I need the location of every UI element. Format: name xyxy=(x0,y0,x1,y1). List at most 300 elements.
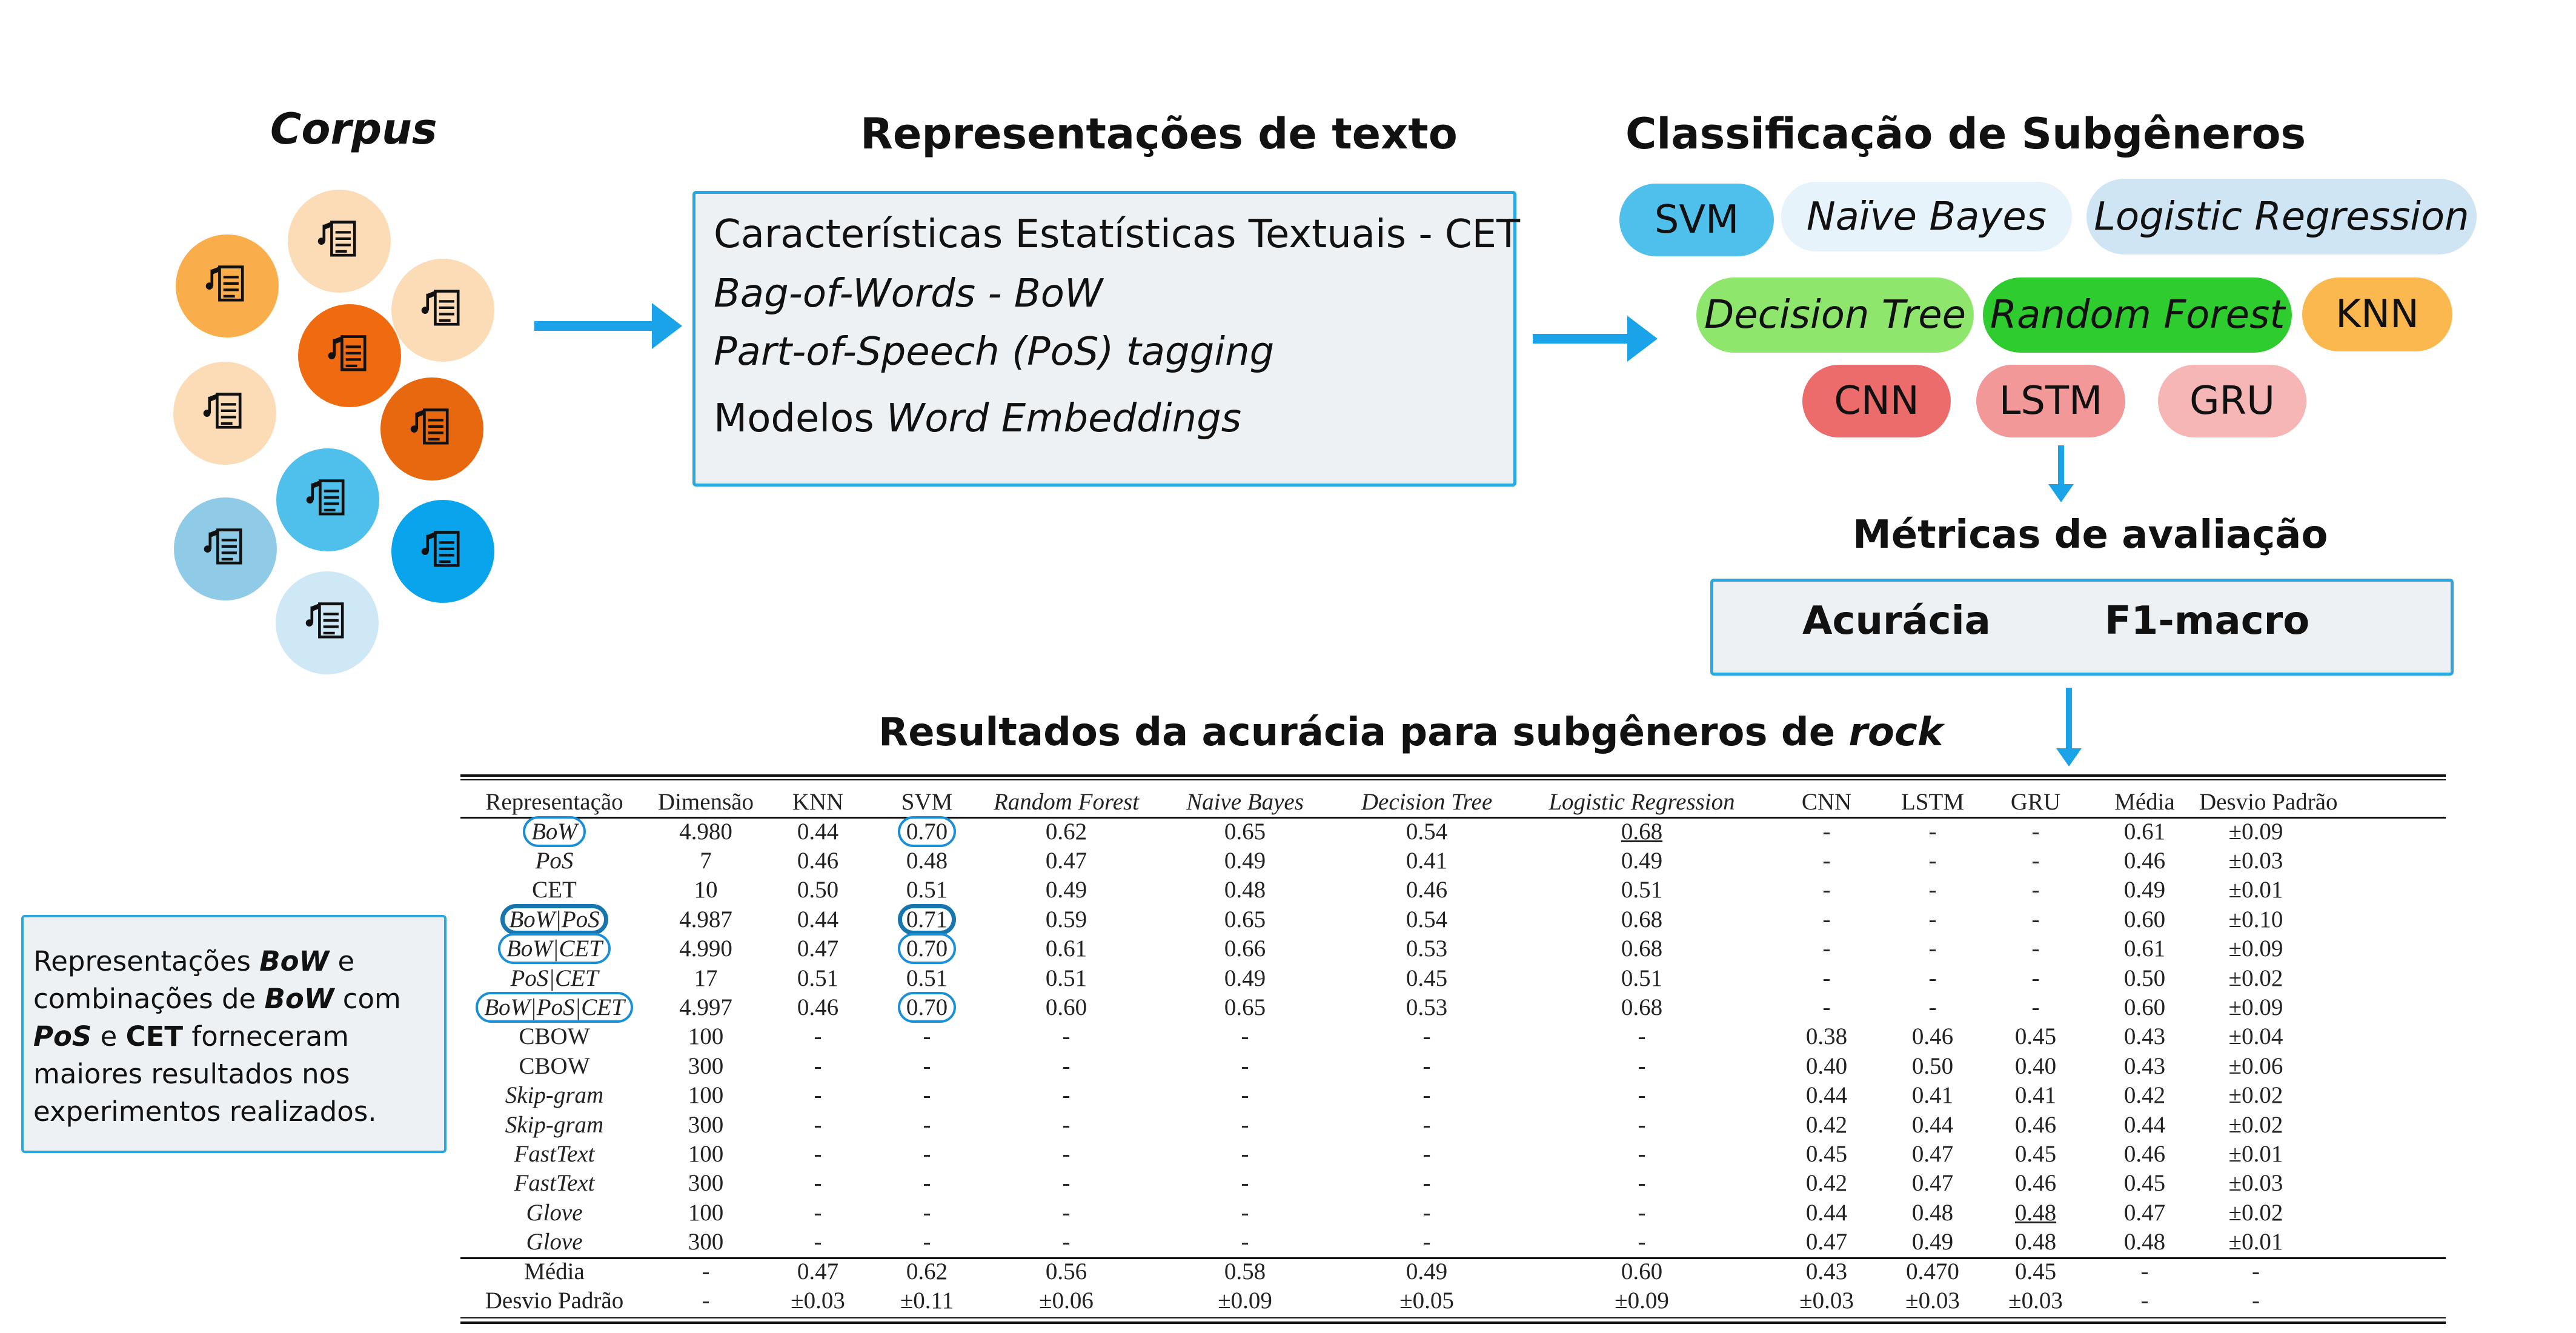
table-row xyxy=(460,1081,2312,1110)
column-header: Decision Tree xyxy=(1361,788,1493,815)
representation-bow: Bag-of-Words - BoW xyxy=(714,271,1103,316)
classifier-pill-svm: SVM xyxy=(1619,184,1774,256)
table-cell: - xyxy=(2031,848,2040,874)
table-cell: 0.61 xyxy=(2123,936,2166,962)
note-bow: BoW xyxy=(264,983,334,1015)
table-row xyxy=(460,1286,2312,1315)
table-cell: 0.45 xyxy=(2014,1258,2057,1285)
table-cell: 100 xyxy=(688,1082,724,1109)
representations-box xyxy=(692,191,1521,487)
table-cell: 0.41 xyxy=(1911,1082,1954,1109)
table-cell: - xyxy=(814,1082,822,1109)
table-cell: 0.61 xyxy=(2123,818,2166,845)
table-cell: 0.48 xyxy=(906,848,948,874)
table-cell: 0.71 xyxy=(906,906,948,932)
table-row xyxy=(460,1169,2312,1198)
classifier-pill-gru: GRU xyxy=(2158,365,2306,437)
table-cell: 0.54 xyxy=(1406,906,1448,932)
table-cell: - xyxy=(1241,1111,1249,1138)
table-cell: 4.980 xyxy=(679,818,732,845)
note-bow: BoW xyxy=(259,945,330,977)
table-cell: - xyxy=(1062,1170,1071,1197)
table-cell: 0.46 xyxy=(1406,877,1448,903)
table-cell: 0.61 xyxy=(1045,936,1087,962)
table-cell: ±0.03 xyxy=(1905,1287,1960,1314)
table-cell: 0.49 xyxy=(1224,848,1266,874)
table-cell: 0.51 xyxy=(797,965,839,991)
table-cell: - xyxy=(1062,1199,1071,1226)
table-cell: 0.50 xyxy=(2123,965,2166,991)
table-cell: - xyxy=(814,1023,822,1050)
note-pos: PoS xyxy=(33,1020,92,1052)
row-label: BoW|CET xyxy=(506,936,603,962)
arrow-classification-to-metrics xyxy=(2058,445,2064,487)
table-cell: ±0.09 xyxy=(2228,936,2283,962)
arrow-corpus-to-representations xyxy=(534,321,656,331)
note-text: forneceram maiores resultados nos experimentos realizados. xyxy=(33,1020,377,1128)
table-cell: - xyxy=(2031,994,2040,1021)
music-document-icon xyxy=(324,329,375,382)
table-cell: ±0.01 xyxy=(2228,1229,2283,1255)
row-label: CET xyxy=(532,877,577,903)
table-cell: 4.997 xyxy=(679,994,732,1021)
table-cell: - xyxy=(1638,1199,1646,1226)
table-cell: 0.47 xyxy=(1805,1229,1848,1255)
word-embeddings-prefix: Modelos xyxy=(714,396,886,441)
table-cell: 0.48 xyxy=(1911,1199,1954,1226)
word-embeddings-italic: Word Embeddings xyxy=(886,396,1242,441)
corpus-document-circle xyxy=(173,362,276,465)
table-cell: - xyxy=(1822,965,1831,991)
row-label: Média xyxy=(524,1258,585,1285)
table-cell: - xyxy=(1928,877,1937,903)
table-cell: - xyxy=(1822,848,1831,874)
corpus-document-circle xyxy=(391,259,494,362)
table-cell: ±0.03 xyxy=(2228,848,2283,874)
classifier-pill-decision-tree: Decision Tree xyxy=(1696,278,1974,353)
corpus-document-circle xyxy=(391,500,494,603)
table-row xyxy=(460,1022,2312,1051)
table-cell: 0.41 xyxy=(2014,1082,2057,1109)
row-label: FastText xyxy=(514,1170,595,1197)
table-cell: 0.48 xyxy=(2014,1199,2057,1226)
table-cell: 0.45 xyxy=(1805,1140,1848,1167)
classifier-pill-random-forest: Random Forest xyxy=(1983,278,2292,353)
table-cell: 300 xyxy=(688,1229,724,1255)
column-header: Dimensão xyxy=(657,788,754,815)
table-cell: 0.65 xyxy=(1224,818,1266,845)
representation-word-embeddings xyxy=(714,396,1241,441)
table-cell: 0.53 xyxy=(1406,994,1448,1021)
table-cell: 17 xyxy=(694,965,718,991)
music-document-icon xyxy=(302,596,353,650)
table-cell: - xyxy=(1822,877,1831,903)
table-cell: ±0.09 xyxy=(2228,994,2283,1021)
table-cell: 0.51 xyxy=(1621,965,1663,991)
table-cell: 0.44 xyxy=(1805,1199,1848,1226)
table-cell: 0.38 xyxy=(1805,1023,1848,1050)
table-top-rule xyxy=(460,774,2446,777)
table-cell: 0.44 xyxy=(797,818,839,845)
note-text: e xyxy=(91,1020,126,1052)
table-cell: - xyxy=(1241,1199,1249,1226)
table-cell: 0.70 xyxy=(906,994,948,1021)
table-cell: - xyxy=(814,1111,822,1138)
table-cell: - xyxy=(814,1052,822,1079)
table-cell: 0.47 xyxy=(1045,848,1087,874)
table-cell: 0.56 xyxy=(1045,1258,1087,1285)
table-cell: - xyxy=(1422,1082,1431,1109)
column-header: KNN xyxy=(792,788,844,815)
table-cell: 0.44 xyxy=(2123,1111,2166,1138)
classifier-pill-logistic-regression: Logistic Regression xyxy=(2086,179,2477,254)
table-cell: - xyxy=(2031,877,2040,903)
table-cell: 100 xyxy=(688,1023,724,1050)
table-cell: 0.68 xyxy=(1621,906,1663,932)
table-cell: 0.44 xyxy=(1911,1111,1954,1138)
table-cell: - xyxy=(2140,1258,2149,1285)
arrow-representations-to-classification xyxy=(1533,334,1631,344)
table-cell: - xyxy=(1928,965,1937,991)
music-document-icon xyxy=(200,522,251,576)
note-cet: CET xyxy=(125,1020,184,1052)
table-cell: - xyxy=(923,1170,931,1197)
table-cell: 10 xyxy=(694,877,718,903)
table-cell: 0.54 xyxy=(1406,818,1448,845)
column-header: SVM xyxy=(901,788,953,815)
metric-f1-macro: F1-macro xyxy=(2105,599,2310,643)
row-label: Skip-gram xyxy=(505,1111,604,1138)
table-row xyxy=(460,934,2312,963)
table-cell: - xyxy=(702,1258,710,1285)
table-cell: 0.62 xyxy=(906,1258,948,1285)
table-cell: - xyxy=(923,1229,931,1255)
row-label: PoS xyxy=(535,848,574,874)
table-cell: - xyxy=(923,1052,931,1079)
classification-title: Classificação de Subgêneros xyxy=(1625,109,2306,159)
table-cell: ±0.02 xyxy=(2228,965,2283,991)
table-cell: - xyxy=(1062,1082,1071,1109)
table-cell: - xyxy=(2031,936,2040,962)
table-cell: ±0.06 xyxy=(2228,1052,2283,1079)
table-cell: 7 xyxy=(700,848,712,874)
highlight-ring xyxy=(898,904,956,935)
table-cell: - xyxy=(1241,1140,1249,1167)
table-cell: 0.49 xyxy=(1911,1229,1954,1255)
table-cell: 0.66 xyxy=(1224,936,1266,962)
table-cell: 100 xyxy=(688,1140,724,1167)
table-cell: 0.40 xyxy=(2014,1052,2057,1079)
table-cell: 0.49 xyxy=(1045,877,1087,903)
table-cell: - xyxy=(1422,1111,1431,1138)
table-cell: 0.60 xyxy=(2123,994,2166,1021)
highlight-ring xyxy=(898,992,956,1023)
table-cell: ±0.06 xyxy=(1039,1287,1094,1314)
metric-accuracy: Acurácia xyxy=(1802,599,1991,643)
table-cell: - xyxy=(2031,906,2040,932)
column-header: GRU xyxy=(2010,788,2061,815)
table-cell: - xyxy=(1241,1170,1249,1197)
table-cell: 0.47 xyxy=(2123,1199,2166,1226)
results-title-prefix: Resultados da acurácia para subgêneros de xyxy=(878,710,1849,755)
table-cell: 0.46 xyxy=(1911,1023,1954,1050)
table-cell: 0.51 xyxy=(1621,877,1663,903)
table-cell: - xyxy=(923,1082,931,1109)
table-row xyxy=(460,963,2312,992)
table-cell: - xyxy=(1062,1023,1071,1050)
table-cell: - xyxy=(1241,1229,1249,1255)
table-cell: 0.49 xyxy=(2123,877,2166,903)
table-cell: - xyxy=(1062,1140,1071,1167)
table-cell: 0.45 xyxy=(2014,1023,2057,1050)
arrow-metrics-to-results xyxy=(2066,688,2072,751)
table-cell: - xyxy=(1928,818,1937,845)
table-row xyxy=(460,1110,2312,1139)
column-header: Desvio Padrão xyxy=(2199,788,2338,815)
table-cell: - xyxy=(923,1199,931,1226)
note-text: e combinações de xyxy=(33,945,355,1015)
row-label: PoS|CET xyxy=(510,965,599,991)
table-cell: - xyxy=(923,1140,931,1167)
table-row xyxy=(460,1198,2312,1227)
table-cell: 0.47 xyxy=(1911,1170,1954,1197)
table-cell: 0.60 xyxy=(2123,906,2166,932)
table-cell: - xyxy=(1928,994,1937,1021)
highlight-ring xyxy=(498,933,611,964)
corpus-document-circle xyxy=(176,234,279,337)
representation-pos: Part-of-Speech (PoS) tagging xyxy=(714,330,1275,374)
table-row xyxy=(460,817,2312,846)
music-document-icon xyxy=(417,284,468,337)
table-cell: ±0.03 xyxy=(2228,1170,2283,1197)
table-cell: 0.45 xyxy=(2123,1170,2166,1197)
table-cell: - xyxy=(702,1287,710,1314)
row-label: Glove xyxy=(526,1199,583,1226)
column-header: Naive Bayes xyxy=(1186,788,1304,815)
row-label: Glove xyxy=(526,1229,583,1255)
table-cell: 0.51 xyxy=(1045,965,1087,991)
table-cell: 0.48 xyxy=(2123,1229,2166,1255)
findings-note xyxy=(21,915,446,1153)
table-row xyxy=(460,1257,2312,1286)
table-cell: 0.49 xyxy=(1224,965,1266,991)
table-row xyxy=(460,1139,2312,1168)
highlight-ring xyxy=(523,816,586,847)
table-cell: 0.42 xyxy=(1805,1111,1848,1138)
row-label: BoW|PoS|CET xyxy=(484,994,625,1021)
music-document-icon xyxy=(417,525,468,578)
table-cell: - xyxy=(1422,1052,1431,1079)
table-cell: - xyxy=(1422,1229,1431,1255)
table-cell: - xyxy=(814,1140,822,1167)
row-label: FastText xyxy=(514,1140,595,1167)
table-cell: - xyxy=(1422,1199,1431,1226)
corpus-document-circle xyxy=(174,497,277,600)
table-cell: ±0.09 xyxy=(2228,818,2283,845)
table-cell: 100 xyxy=(688,1199,724,1226)
table-row xyxy=(460,846,2312,875)
table-cell: - xyxy=(1822,818,1831,845)
table-cell: 0.42 xyxy=(2123,1082,2166,1109)
table-cell: ±0.03 xyxy=(2008,1287,2063,1314)
table-cell: - xyxy=(2031,818,2040,845)
column-header: Logistic Regression xyxy=(1549,788,1735,815)
table-cell: 300 xyxy=(688,1111,724,1138)
results-grid xyxy=(460,786,2338,1315)
table-cell: - xyxy=(1822,906,1831,932)
table-cell: - xyxy=(1638,1140,1646,1167)
table-bottom-rule xyxy=(460,1317,2446,1318)
row-label: CBOW xyxy=(519,1023,590,1050)
table-cell: - xyxy=(1062,1052,1071,1079)
table-top-rule xyxy=(460,779,2446,780)
table-cell: 0.70 xyxy=(906,818,948,845)
corpus-document-circle xyxy=(288,190,391,293)
table-cell: 0.40 xyxy=(1805,1052,1848,1079)
table-cell: 0.45 xyxy=(1406,965,1448,991)
note-text: com xyxy=(334,983,401,1015)
table-cell: - xyxy=(923,1111,931,1138)
table-cell: 0.65 xyxy=(1224,906,1266,932)
table-cell: - xyxy=(1638,1082,1646,1109)
results-title-italic: rock xyxy=(1848,710,1944,755)
table-cell: - xyxy=(923,1023,931,1050)
corpus-document-circle xyxy=(276,448,379,551)
table-cell: - xyxy=(1241,1082,1249,1109)
table-cell: 0.49 xyxy=(1621,848,1663,874)
corpus-title: Corpus xyxy=(270,104,437,154)
music-document-icon xyxy=(202,259,253,313)
table-cell: 0.45 xyxy=(2014,1140,2057,1167)
table-cell: - xyxy=(1638,1111,1646,1138)
table-cell: 0.65 xyxy=(1224,994,1266,1021)
table-cell: - xyxy=(1822,936,1831,962)
table-cell: 0.42 xyxy=(1805,1170,1848,1197)
table-cell: 4.987 xyxy=(679,906,732,932)
music-document-icon xyxy=(302,473,353,527)
table-cell: 0.47 xyxy=(1911,1140,1954,1167)
table-cell: - xyxy=(1928,906,1937,932)
table-cell: - xyxy=(1241,1052,1249,1079)
corpus-document-circle xyxy=(298,304,401,407)
table-cell: 0.46 xyxy=(797,848,839,874)
classifier-pill-knn: KNN xyxy=(2302,278,2452,351)
table-cell: - xyxy=(1638,1170,1646,1197)
table-cell: ±0.02 xyxy=(2228,1111,2283,1138)
classifier-pill-naive-bayes: Naïve Bayes xyxy=(1781,182,2072,251)
results-title xyxy=(878,710,1943,755)
table-cell: 0.50 xyxy=(797,877,839,903)
table-row xyxy=(460,905,2312,934)
table-cell: ±0.01 xyxy=(2228,1140,2283,1167)
table-cell: 0.58 xyxy=(1224,1258,1266,1285)
table-cell: 0.68 xyxy=(1621,994,1663,1021)
table-header-row xyxy=(460,786,2312,817)
table-cell: 0.46 xyxy=(2123,1140,2166,1167)
table-row xyxy=(460,992,2312,1022)
column-header: Média xyxy=(2114,788,2175,815)
table-cell: 0.60 xyxy=(1621,1258,1663,1285)
classifier-pill-lstm: LSTM xyxy=(1976,365,2125,437)
table-cell: ±0.09 xyxy=(1218,1287,1272,1314)
metrics-box xyxy=(1710,579,2454,676)
music-document-icon xyxy=(407,402,457,456)
table-cell: ±0.10 xyxy=(2228,906,2283,932)
table-cell: 0.43 xyxy=(2123,1052,2166,1079)
table-cell: 300 xyxy=(688,1170,724,1197)
table-cell: - xyxy=(1638,1229,1646,1255)
table-cell: 0.46 xyxy=(2014,1111,2057,1138)
highlight-ring xyxy=(476,992,633,1023)
table-cell: 4.990 xyxy=(679,936,732,962)
metrics-title: Métricas de avaliação xyxy=(1853,513,2328,557)
table-cell: 0.53 xyxy=(1406,936,1448,962)
table-cell: ±0.02 xyxy=(2228,1082,2283,1109)
table-cell: ±0.04 xyxy=(2228,1023,2283,1050)
row-label: BoW xyxy=(531,818,577,845)
table-cell: - xyxy=(1822,994,1831,1021)
table-cell: 0.46 xyxy=(2123,848,2166,874)
table-cell: ±0.01 xyxy=(2228,877,2283,903)
table-cell: 0.51 xyxy=(906,965,948,991)
highlight-ring xyxy=(500,904,608,935)
table-row xyxy=(460,876,2312,905)
table-cell: 300 xyxy=(688,1052,724,1079)
column-header: Representação xyxy=(485,788,623,815)
table-cell: - xyxy=(2140,1287,2149,1314)
row-label: Desvio Padrão xyxy=(485,1287,624,1314)
table-cell: 0.470 xyxy=(1906,1258,1959,1285)
classifier-pill-cnn: CNN xyxy=(1802,365,1951,437)
corpus-document-circle xyxy=(276,571,379,674)
table-cell: 0.47 xyxy=(797,936,839,962)
row-label: Skip-gram xyxy=(505,1082,604,1109)
table-cell: - xyxy=(1638,1023,1646,1050)
table-cell: - xyxy=(2031,965,2040,991)
table-cell: 0.68 xyxy=(1621,936,1663,962)
highlight-ring xyxy=(898,816,956,847)
table-cell: - xyxy=(1062,1111,1071,1138)
table-cell: - xyxy=(1422,1023,1431,1050)
table-cell: 0.50 xyxy=(1911,1052,1954,1079)
table-cell: 0.47 xyxy=(797,1258,839,1285)
table-bottom-rule xyxy=(460,1321,2446,1324)
table-cell: 0.41 xyxy=(1406,848,1448,874)
table-cell: - xyxy=(2252,1287,2260,1314)
table-cell: - xyxy=(1062,1229,1071,1255)
table-cell: - xyxy=(1241,1023,1249,1050)
table-cell: - xyxy=(2252,1258,2260,1285)
table-cell: ±0.09 xyxy=(1615,1287,1669,1314)
table-cell: - xyxy=(1422,1140,1431,1167)
music-document-icon xyxy=(314,214,365,268)
table-cell: - xyxy=(1422,1170,1431,1197)
table-cell: 0.51 xyxy=(906,877,948,903)
table-cell: ±0.11 xyxy=(900,1287,954,1314)
table-row xyxy=(460,1227,2312,1256)
representations-title: Representações de texto xyxy=(860,109,1458,159)
table-cell: 0.49 xyxy=(1406,1258,1448,1285)
table-cell: 0.43 xyxy=(1805,1258,1848,1285)
column-header: CNN xyxy=(1801,788,1852,815)
table-cell: 0.46 xyxy=(2014,1170,2057,1197)
table-cell: - xyxy=(814,1170,822,1197)
table-cell: 0.59 xyxy=(1045,906,1087,932)
column-header: LSTM xyxy=(1900,788,1964,815)
table-cell: ±0.03 xyxy=(791,1287,845,1314)
column-header: Random Forest xyxy=(993,788,1140,815)
table-cell: 0.43 xyxy=(2123,1023,2166,1050)
